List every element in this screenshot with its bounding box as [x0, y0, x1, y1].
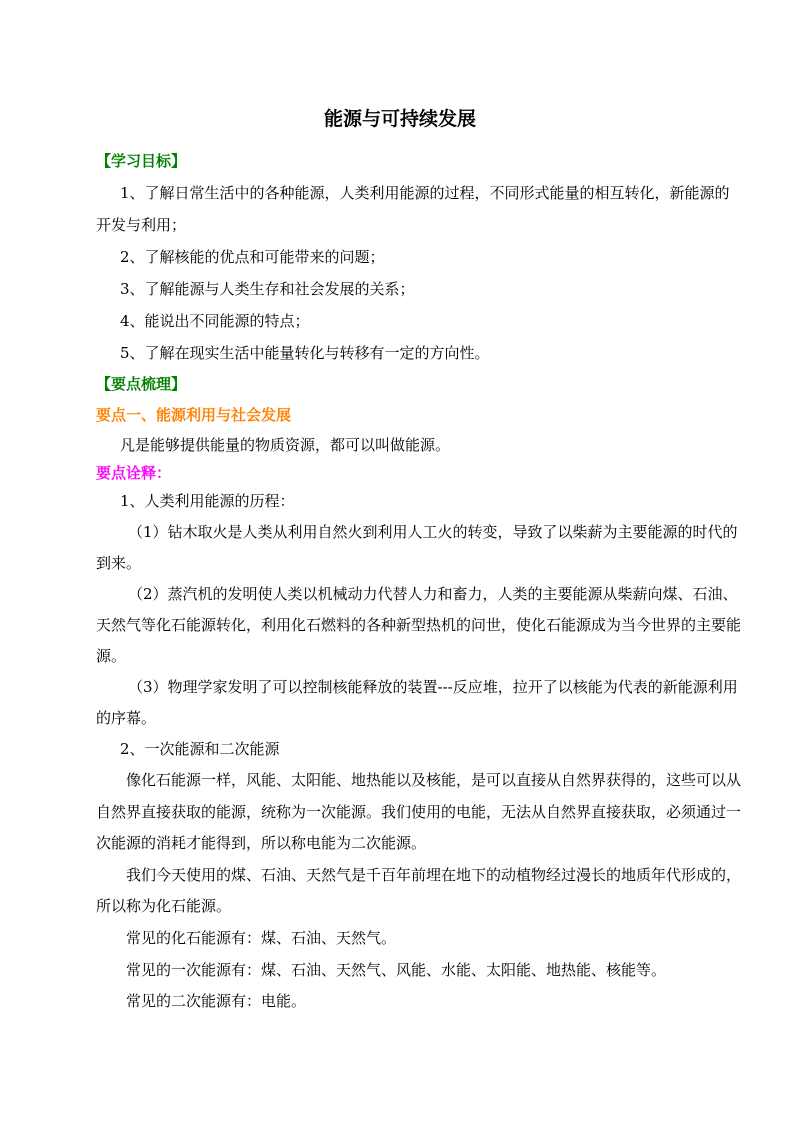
goal-item-3: 3、了解能源与人类生存和社会发展的关系； — [120, 280, 415, 298]
history-title: 1、人类利用能源的历程： — [120, 492, 295, 510]
history-item-2-line-3: 源。 — [96, 647, 127, 665]
ps-paragraph-2-line-1: 我们今天使用的煤、石油、天然气是千百年前埋在地下的动植物经过漫长的地质年代形成的， — [126, 866, 742, 884]
history-item-2-line-1: （2）蒸汽机的发明使人类以机械动力代替人力和畜力，人类的主要能源从柴薪向煤、石油、 — [128, 585, 738, 603]
history-item-1-line-1: （1）钻木取火是人类从利用自然火到利用人工火的转变，导致了以柴薪为主要能源的时代的 — [128, 523, 738, 541]
goal-item-1-line-2: 开发与利用； — [96, 216, 187, 234]
common-primary-energy: 常见的一次能源有：煤、石油、天然气、风能、水能、太阳能、地热能、核能等。 — [126, 961, 667, 979]
explanation-heading: 要点诠释： — [96, 464, 172, 482]
ps-paragraph-1-line-3: 次能源的消耗才能得到，所以称电能为二次能源。 — [96, 834, 427, 852]
energy-definition: 凡是能够提供能量的物质资源，都可以叫做能源。 — [120, 436, 451, 454]
history-item-2-line-2: 天然气等化石能源转化，利用化石燃料的各种新型热机的问世，使化石能源成为当今世界的主要能 — [96, 616, 742, 634]
goal-item-1-line-1: 1、了解日常生活中的各种能源，人类利用能源的过程，不同形式能量的相互转化，新能源的 — [120, 184, 730, 202]
primary-secondary-title: 2、一次能源和二次能源 — [120, 740, 280, 758]
point-1-heading: 要点一、能源利用与社会发展 — [96, 406, 292, 424]
history-item-1-line-2: 到来。 — [96, 554, 142, 572]
ps-paragraph-1-line-1: 像化石能源一样，风能、太阳能、地热能以及核能，是可以直接从自然界获得的，这些可以从 — [126, 771, 742, 789]
learning-goals-heading: 【学习目标】 — [96, 152, 187, 170]
common-secondary-energy: 常见的二次能源有：电能。 — [126, 992, 307, 1010]
ps-paragraph-2-line-2: 所以称为化石能源。 — [96, 897, 232, 915]
history-item-3-line-1: （3）物理学家发明了可以控制核能释放的装置---反应堆，拉开了以核能为代表的新能源利用 — [128, 678, 738, 696]
history-item-3-line-2: 的序幕。 — [96, 709, 157, 727]
goal-item-2: 2、了解核能的优点和可能带来的问题； — [120, 248, 385, 266]
key-points-heading: 【要点梳理】 — [96, 375, 187, 393]
common-fossil-energy: 常见的化石能源有：煤、石油、天然气。 — [126, 929, 397, 947]
ps-paragraph-1-line-2: 自然界直接获取的能源，统称为一次能源。我们使用的电能，无法从自然界直接获取，必须通过一 — [96, 803, 742, 821]
document-title: 能源与可持续发展 — [323, 108, 476, 130]
goal-item-4: 4、能说出不同能源的特点； — [120, 312, 310, 330]
goal-item-5: 5、了解在现实生活中能量转化与转移有一定的方向性。 — [120, 344, 490, 362]
